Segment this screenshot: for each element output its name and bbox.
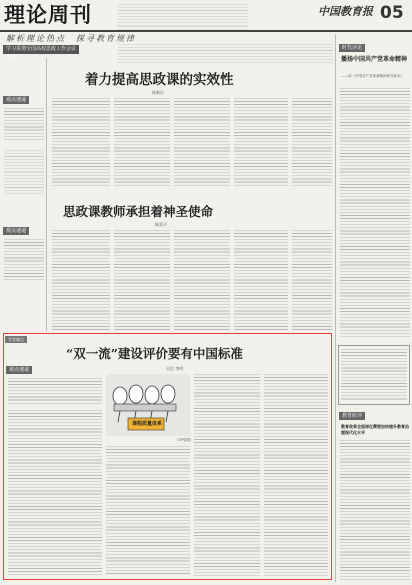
side-note-3 [8, 378, 102, 404]
sidebar-lower-body [340, 440, 410, 580]
article-2-headline: 思政课教师承担着神圣使命 [63, 204, 214, 219]
side-note-1 [4, 108, 44, 142]
side-note-label-2: 观点速递 [3, 227, 29, 235]
highlight-tag: 学者观点 [5, 336, 27, 343]
article-1-col-3 [174, 98, 230, 188]
article-2-col-3 [174, 230, 230, 330]
topic-banner [3, 45, 79, 61]
article-1-col-2 [114, 98, 170, 188]
article-3-author: 吴岩 李明 [166, 366, 184, 371]
sidebar-lower-headline: 教育改革全面深化需要加快提升教育治理现代化水平 [341, 424, 409, 435]
article-3-col-1 [8, 410, 102, 576]
sidebar-rule [335, 34, 336, 582]
article-1-author: 杨新民 [152, 90, 164, 95]
side-note-body-1 [4, 150, 44, 195]
sidebar-box-text [341, 349, 407, 401]
article-1-col-1 [52, 98, 110, 188]
side-note-label-1: 观点速递 [3, 96, 29, 104]
left-column-rule [46, 58, 47, 331]
section-title: 理论周刊 [4, 3, 92, 27]
cartoon-illustration [106, 374, 190, 436]
topic-banner-label: 学习贯彻全国高校思政工作会议精神 [6, 46, 77, 61]
article-3-col-4 [264, 374, 328, 576]
article-2-col-5 [292, 230, 332, 330]
sidebar-feature-subtitle: ——读《中国共产党革命精神系列读本》 [341, 74, 404, 78]
article-1-col-5 [292, 98, 332, 188]
article-1-col-4 [234, 98, 288, 188]
article-2-col-1 [52, 230, 110, 330]
article-3-col-2 [106, 446, 190, 576]
cartoon-caption: CFP供图 [177, 438, 191, 442]
masthead-slogan: 解析理论热点 探寻教育规律 [6, 34, 136, 43]
article-2-author: 韩喜平 [155, 222, 167, 227]
side-note-2 [4, 239, 44, 281]
cartoon-sign-text: 课程质量体系 [131, 421, 162, 427]
sidebar-lower-label: 教育时评 [339, 412, 365, 420]
article-3-col-3 [194, 374, 260, 576]
masthead-rule [0, 30, 412, 32]
article-2-col-4 [234, 230, 288, 330]
sidebar-section-label: 时代评论 [339, 44, 365, 52]
sidebar-feature-body [340, 88, 410, 338]
editor-intro [118, 44, 333, 64]
article-3-headline: “双一流”建设评价要有中国标准 [66, 346, 243, 361]
article-2-col-2 [114, 230, 170, 330]
side-note-label-3: 观点速递 [6, 366, 32, 374]
page-number: 05 [380, 3, 404, 23]
sidebar-feature-headline: 播扬中国共产党革命精神 [341, 56, 408, 63]
paper-name: 中国教育报 [318, 5, 373, 18]
article-1-headline: 着力提高思政课的实效性 [85, 72, 234, 88]
masthead-info-block [118, 4, 248, 30]
